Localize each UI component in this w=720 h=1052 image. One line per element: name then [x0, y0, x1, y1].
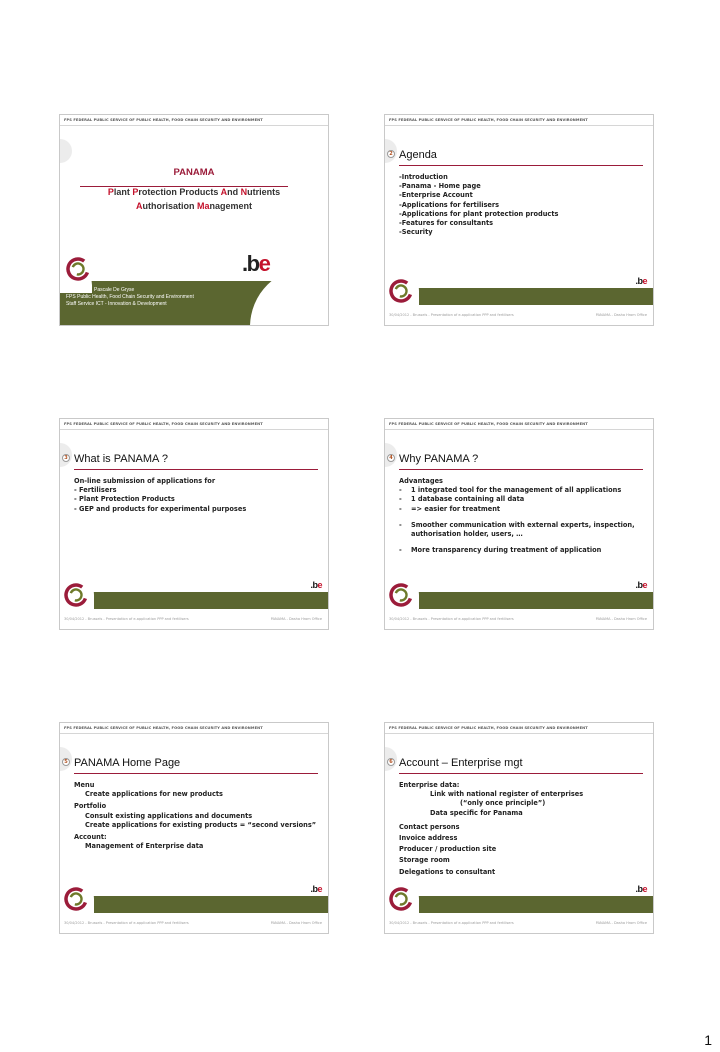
list-item: - Smoother communication with external experts, inspection,: [399, 520, 635, 529]
slide-header: FPS FEDERAL PUBLIC SERVICE OF PUBLIC HEALTH, FOOD CHAIN SECURITY AND ENVIRONMENT: [389, 118, 588, 122]
portfolio-heading: Portfolio: [74, 802, 107, 811]
list-item: Create applications for new products: [85, 790, 223, 799]
header-divider: [385, 429, 653, 430]
list-item: -Introduction: [399, 173, 448, 181]
list-item: -Features for consultants: [399, 219, 494, 228]
title-rule: [399, 165, 643, 166]
fps-logo-icon: [64, 583, 88, 607]
be-logo: .be: [635, 276, 647, 286]
title-rule: [399, 469, 643, 470]
fps-logo-icon: [389, 887, 413, 911]
footer-left: 30/04/2012 - Brussels - Presentation of e-application PPP and fertilisers: [389, 617, 514, 621]
be-logo: .be: [310, 884, 322, 894]
account-heading: Account:: [74, 833, 107, 842]
slide-footer: [64, 617, 322, 623]
slide-6: [384, 722, 654, 934]
slide-footer: [64, 921, 322, 927]
list-item: Contact persons: [399, 822, 460, 831]
green-band: [385, 288, 653, 305]
footer-left: 30/04/2012 - Brussels - Presentation of e-application PPP and fertilisers: [389, 313, 514, 317]
page-number: 1: [704, 1032, 712, 1048]
title-rule: [74, 773, 318, 774]
slide-title: PANAMA: [173, 167, 215, 178]
slide-header: FPS FEDERAL PUBLIC SERVICE OF PUBLIC HEALTH, FOOD CHAIN SECURITY AND ENVIRONMENT: [64, 726, 263, 730]
be-logo: .be: [310, 580, 322, 590]
slide-title: Agenda: [399, 149, 437, 161]
footer-left: 30/04/2012 - Brussels - Presentation of e-application PPP and fertilisers: [389, 921, 514, 925]
list-item: - Fertilisers: [74, 486, 117, 495]
fps-logo-icon: [389, 583, 413, 607]
list-item: -Enterprise Account: [399, 191, 473, 200]
list-item: - More transparency during treatment of application: [399, 546, 602, 555]
green-band: [385, 896, 653, 913]
slide-body: [399, 477, 645, 555]
header-divider: [60, 733, 328, 734]
slide-footer: [389, 921, 647, 927]
slide-body: [74, 477, 320, 514]
list-item: Producer / production site: [399, 845, 497, 854]
green-band: [60, 592, 328, 609]
list-item-continued: authorisation holder, users, …: [411, 530, 523, 539]
list-item: - GEP and products for experimental purposes: [74, 504, 247, 513]
slide-body: [399, 781, 645, 877]
corner-tab: [60, 139, 72, 163]
list-item: Create applications for existing products = “second versions”: [85, 820, 317, 829]
be-logo: .be: [635, 884, 647, 894]
header-divider: [60, 125, 328, 126]
list-item: (“only once principle”): [460, 799, 546, 808]
slide-4: [384, 418, 654, 630]
slide-title: What is PANAMA ?: [74, 453, 168, 465]
header-divider: [60, 429, 328, 430]
author-block: [66, 287, 194, 308]
footer-right: PANAMA - Dasha Hrom Office: [595, 921, 647, 925]
slide-body: [74, 781, 320, 851]
subtitle-line-2: Authorisation Management: [135, 201, 253, 211]
list-item: Invoice address: [399, 834, 458, 843]
footer-left: 30/04/2012 - Brussels - Presentation of e-application PPP and fertilisers: [64, 921, 189, 925]
header-divider: [385, 733, 653, 734]
green-band: [385, 592, 653, 609]
list-item: Storage room: [399, 856, 450, 865]
fps-logo-icon: [66, 257, 90, 281]
author-unit: Staff Service ICT - Innovation & Development: [66, 301, 167, 307]
footer-left: 30/04/2012 - Brussels - Presentation of e-application PPP and fertilisers: [64, 617, 189, 621]
fps-logo-icon: [64, 887, 88, 911]
slide-header: FPS FEDERAL PUBLIC SERVICE OF PUBLIC HEALTH, FOOD CHAIN SECURITY AND ENVIRONMENT: [64, 422, 263, 426]
subtitle-line-1: Plant Protection Products And Nutrients: [107, 187, 281, 197]
list-item: -Security: [399, 228, 433, 237]
list-item: -Panama - Home page: [399, 182, 481, 191]
footer-right: PANAMA - Dasha Hrom Office: [270, 921, 322, 925]
slide-1: [59, 114, 329, 326]
footer-right: PANAMA - Dasha Hrom Office: [595, 313, 647, 317]
list-item: -Applications for fertilisers: [399, 200, 500, 209]
slide-header: FPS FEDERAL PUBLIC SERVICE OF PUBLIC HEALTH, FOOD CHAIN SECURITY AND ENVIRONMENT: [389, 726, 588, 730]
author-org: FPS Public Health, Food Chain Security and Environment: [66, 294, 194, 300]
be-logo: .be: [242, 251, 270, 276]
slide-footer: [389, 313, 647, 319]
menu-heading: Menu: [74, 781, 95, 789]
title-rule: [399, 773, 643, 774]
slide-2: [384, 114, 654, 326]
green-band: [60, 896, 328, 913]
fps-logo-icon: [389, 279, 413, 303]
slide-title: PANAMA Home Page: [74, 757, 181, 769]
list-item: Data specific for Panama: [430, 808, 523, 817]
list-item: Consult existing applications and documents: [85, 811, 253, 820]
slide-5: [59, 722, 329, 934]
list-item: - Plant Protection Products: [74, 495, 175, 504]
heading-text: Advantages: [399, 477, 443, 485]
slide-footer: [389, 617, 647, 623]
list-item: - 1 integrated tool for the management of all applications: [399, 486, 622, 495]
slide-number: 6: [387, 758, 395, 766]
slide-header: FPS FEDERAL PUBLIC SERVICE OF PUBLIC HEALTH, FOOD CHAIN SECURITY AND ENVIRONMENT: [64, 118, 263, 122]
footer-right: PANAMA - Dasha Hrom Office: [270, 617, 322, 621]
list-item: Management of Enterprise data: [85, 842, 204, 851]
slide-header: FPS FEDERAL PUBLIC SERVICE OF PUBLIC HEALTH, FOOD CHAIN SECURITY AND ENVIRONMENT: [389, 422, 588, 426]
list-item: Delegations to consultant: [399, 867, 496, 876]
list-item: Link with national register of enterprises: [430, 790, 584, 799]
slide-number: 4: [387, 454, 395, 462]
slide-number: 3: [62, 454, 70, 462]
enterprise-heading: Enterprise data:: [399, 781, 460, 789]
agenda-list: [399, 173, 645, 237]
author-name: Pascale De Gryse: [94, 287, 135, 293]
slide-title: Account – Enterprise mgt: [399, 757, 523, 769]
footer-right: PANAMA - Dasha Hrom Office: [595, 617, 647, 621]
intro-text: On-line submission of applications for: [74, 477, 216, 485]
slide-3: [59, 418, 329, 630]
list-item: - 1 database containing all data: [399, 495, 525, 504]
slide-number: 2: [387, 150, 395, 158]
title-rule: [74, 469, 318, 470]
list-item: - => easier for treatment: [399, 504, 501, 513]
list-item: -Applications for plant protection products: [399, 209, 559, 218]
slide-number: 5: [62, 758, 70, 766]
slide-title: Why PANAMA ?: [399, 453, 479, 465]
header-divider: [385, 125, 653, 126]
be-logo: .be: [635, 580, 647, 590]
